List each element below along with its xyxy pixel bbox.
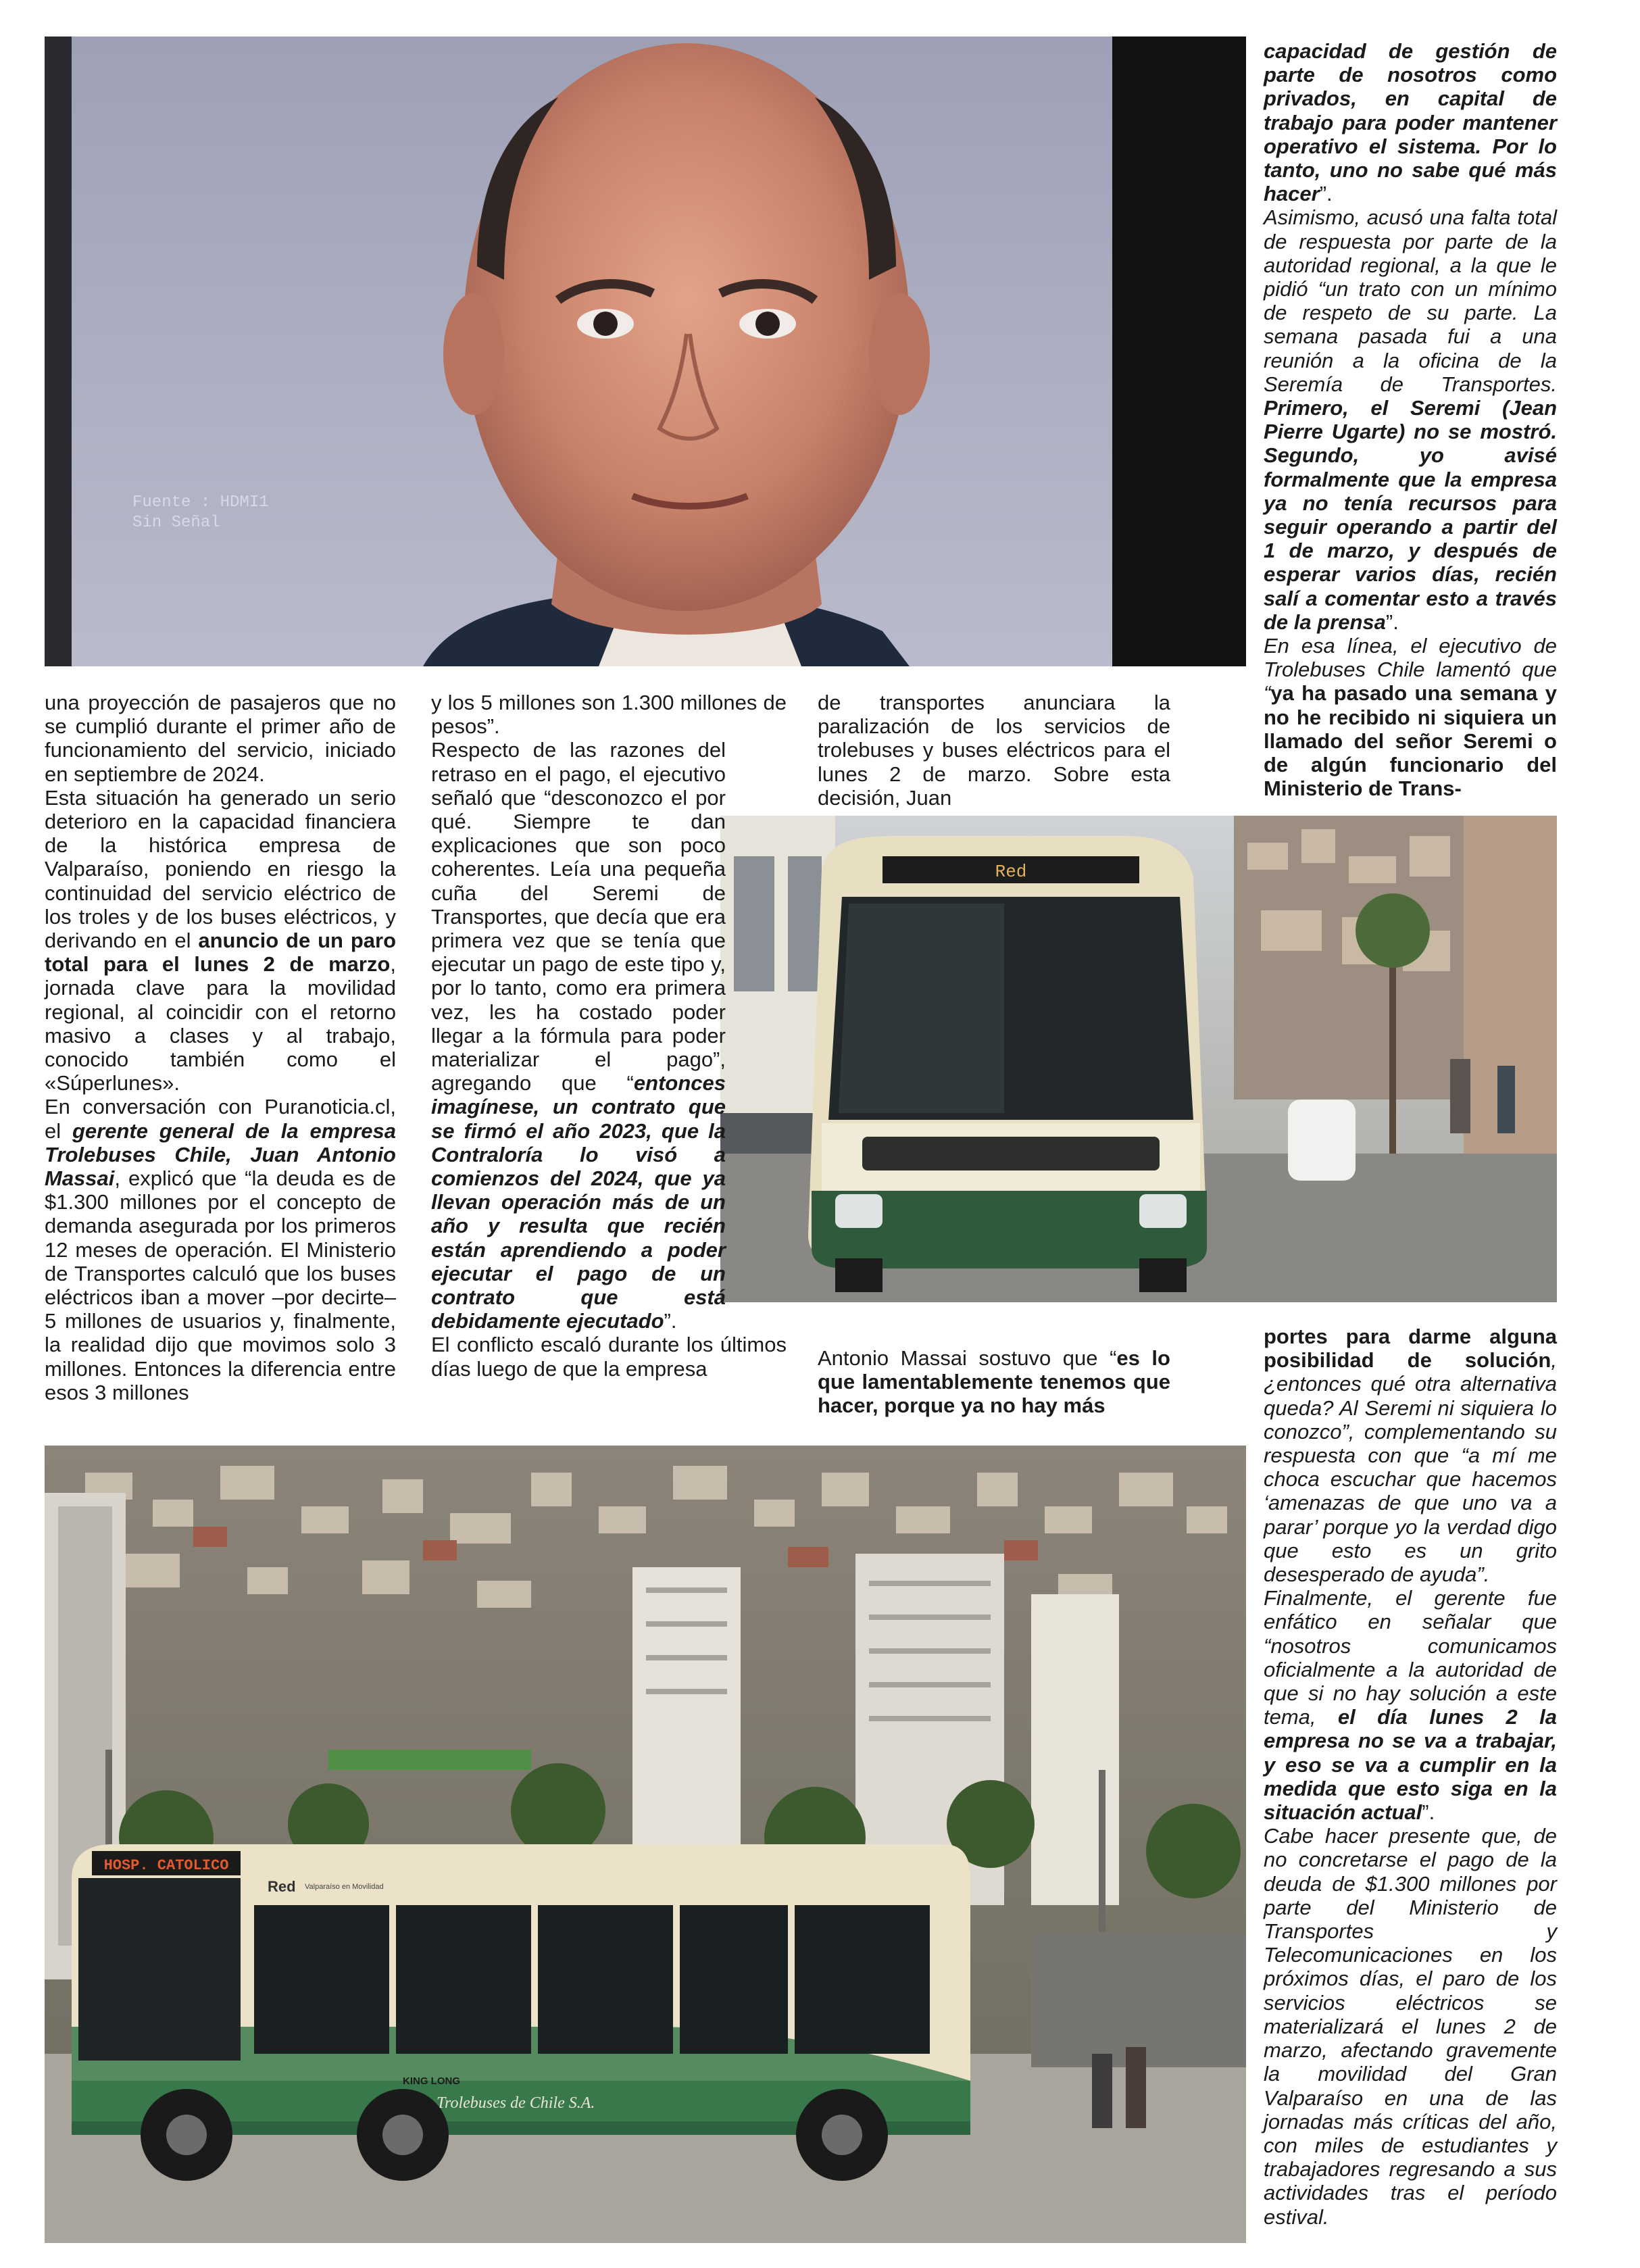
bus-side-fleet-logo: Red: [268, 1878, 296, 1895]
column-d-paragraph-3: [1264, 634, 1557, 800]
column-d-paragraph-2: [1264, 205, 1557, 634]
column-c-p2-text: Antonio Massai sostuvo que “: [818, 1346, 1117, 1370]
column-d-paragraph-1: [1264, 39, 1557, 205]
column-a-p3-text-end: , explicó que “la deuda es de $1.300 millones por el concepto de demanda asegurada por los primeros 12 meses de operación. El Ministerio de Transportes calculó que los buses eléctricos iban a mover –por decirte– 5 millones de usuarios y, finalmente, la realidad dijo que movimos solo 3 millones. Entonces la diferencia entre esos 3 millones: [45, 1166, 396, 1404]
bus-side-brand: Trolebuses de Chile S.A.: [437, 2094, 595, 2112]
column-d-p1-bold: capacidad de gestión de parte de nosotros como privados, en capital de trabajo para poder mantener operativo el sistema. Por lo tanto, uno no sabe qué más hacer: [1264, 39, 1557, 206]
column-a-p2-text-end: , jornada clave para la movilidad regional, al coincidir con el retorno masivo a clases y al trabajo, conocido también como el «Súperlunes».: [45, 952, 396, 1095]
column-a-p3-bold: gerente general de la empresa Trolebuses Chile, Juan Antonio Massai: [45, 1118, 397, 1191]
column-a: [45, 691, 396, 1404]
column-d: [1264, 39, 1557, 801]
column-d-p3-text: En esa línea, el ejecutivo de Trolebuses Chile lamentó que “: [1264, 634, 1557, 706]
bus-side-destination: HOSP. CATOLICO: [103, 1857, 229, 1874]
column-d-p2-bold: Primero, el Seremi (Jean Pierre Ugarte) no se mostró. Segundo, yo avisé formalmente que la empresa ya no tenía recursos para seguir operando a partir del 1 de marzo, y después de esperar varios días, recién salí a comentar esto a través de la prensa: [1264, 396, 1557, 634]
column-c-p2-bold: es lo que lamentablemente tenemos que hacer, porque ya no hay más: [818, 1346, 1170, 1418]
column-e-paragraph-3: [1264, 1824, 1557, 2228]
column-a-paragraph-3: [45, 1095, 396, 1404]
column-e-p1-bold: portes para darme alguna posibilidad de solución: [1264, 1325, 1557, 1373]
column-c-paragraph-1: de transportes anunciara la paralización de los servicios de trolebuses y buses eléctricos para el lunes 2 de marzo. Sobre esta decisión, Juan: [818, 691, 1170, 810]
column-a-paragraph-2: [45, 786, 396, 1095]
column-c-paragraph-2: [818, 1346, 1170, 1418]
column-e-p2-bold: el día lunes 2 la empresa no se va a trabajar, y eso se va a cumplir en la medida que esto siga en la situación actual: [1264, 1705, 1557, 1825]
column-e-paragraph-1: [1264, 1325, 1557, 1586]
column-b-p2-end: ”.: [664, 1309, 677, 1333]
column-c: [818, 691, 1170, 810]
column-e-p1-text: , ¿entonces qué otra alternativa queda? Al Seremi ni siquiera lo conozco”, complementando su respuesta con que “a mí me choca escuchar que hacemos ‘amenazas de que uno va a parar’ porque yo la verdad digo que esto es un grito desesperado de ayuda”.: [1264, 1348, 1557, 1587]
column-a-p2-text: Esta situación ha generado un serio deterioro en la capacidad financiera de la histórica empresa de Valparaíso, poniendo en riesgo la continuidad del servicio eléctrico de los troles y de los buses eléctricos, y derivando en el: [45, 785, 396, 953]
column-c-bottom: [818, 1346, 1170, 1418]
bus-side-photo: [45, 1446, 1246, 2243]
column-d-p2-text: Asimismo, acusó una falta total de respuesta por parte de la autoridad regional, a la que le pidió “un trato con un mínimo de respeto de su parte. La semana pasada fui a una reunión a la oficina de la Seremía de Transportes.: [1264, 205, 1557, 396]
portrait-photo: [45, 36, 1246, 666]
column-b-p2-bold: entonces imagínese, un contrato que se firmó el año 2023, que la Contraloría lo visó a comienzos del 2024, que ya llevan operación más de un año y resulta que recién están aprendiendo a poder ejecutar el pago de un contrato que está debidamente ejecutado: [431, 1071, 726, 1333]
column-d-p2-end: ”.: [1385, 610, 1399, 634]
column-a-p2-bold: anuncio de un paro total para el lunes 2 de marzo: [45, 929, 397, 977]
column-d-p1-end: ”.: [1319, 182, 1333, 206]
bus-side-fleet-sub: Valparaíso en Movilidad: [305, 1883, 384, 1891]
column-e-p3-text: Cabe hacer presente que, de no concretarse el pago de la deuda de $1.300 millones por parte del Ministerio de Transportes y Telecomunicaciones en los próximos días, el paro de los servicios eléctricos se materializará el lunes 2 de marzo, afectando gravemente la movilidad del Gran Valparaíso en una de las jornadas más críticas del año, con miles de estudiantes y trabajadores regresando a sus actividades tras el período estival.: [1264, 1824, 1557, 2229]
portrait-overlay-line2: Sin Señal: [132, 514, 220, 532]
column-a-p3-text: En conversación con Puranoticia.cl, el: [45, 1095, 396, 1143]
column-e-p2-end: ”.: [1422, 1800, 1435, 1825]
column-e-paragraph-2: [1264, 1586, 1557, 1824]
column-b-paragraph-1: y los 5 millones son 1.300 millones de pesos”.: [431, 691, 787, 739]
column-b-paragraph-3: El conflicto escaló durante los últimos días luego de que la empresa: [431, 1333, 787, 1381]
column-b-paragraph-2: [431, 738, 726, 1333]
bus-front-photo: [720, 816, 1557, 1302]
portrait-overlay-line1: Fuente : HDMI1: [132, 493, 269, 512]
bus-side-maker: KING LONG: [403, 2075, 460, 2087]
column-a-paragraph-1: una proyección de pasajeros que no se cumplió durante el primer año de funcionamiento del servicio, iniciado en septiembre de 2024.: [45, 691, 396, 786]
column-b: [431, 691, 787, 1381]
column-e-p2-text: Finalmente, el gerente fue enfático en señalar que “nosotros comunicamos oficialmente a la autoridad de que si no hay solución a este tema,: [1264, 1586, 1557, 1729]
column-b-p2-text: Respecto de las razones del retraso en el pago, el ejecutivo señaló que “desconozco el por qué. Siempre te dan explicaciones que son poco coherentes. Leía una pequeña cuña del Seremi de Transportes, que decía que era primera vez que se tenía que ejecutar un pago de este tipo y, por lo tanto, como era primera vez, les ha costado poder llegar a la fórmula para poder materializar el pago”, agregando que “: [431, 738, 726, 1095]
bus-front-destination: Red: [995, 862, 1027, 882]
column-d-p3-bold: ya ha pasado una semana y no he recibido ni siquiera un llamado del señor Seremi o de algún funcionario del Ministerio de Trans-: [1264, 681, 1557, 801]
column-e: [1264, 1325, 1557, 2229]
